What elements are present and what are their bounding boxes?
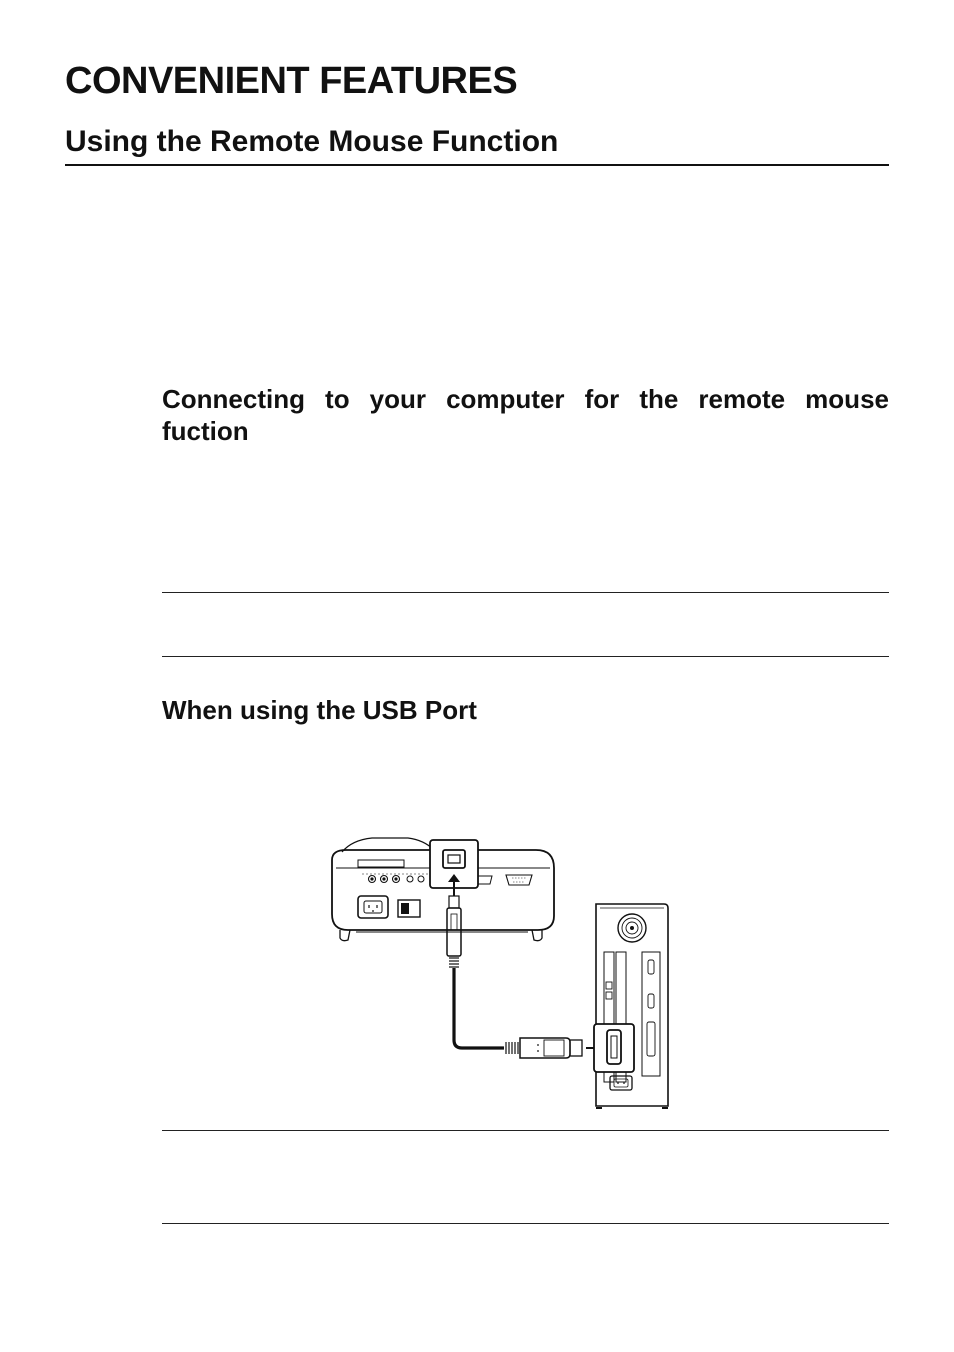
usb-cable-icon <box>447 896 582 1058</box>
usb-connection-illustration <box>328 834 672 1112</box>
computer-tower-icon <box>594 904 668 1108</box>
usb-heading: When using the USB Port <box>162 695 477 725</box>
section-divider <box>65 164 889 166</box>
section-title: Using the Remote Mouse Function <box>65 125 559 158</box>
note-divider-bottom-2 <box>162 1223 889 1224</box>
page-title: CONVENIENT FEATURES <box>65 60 518 102</box>
note-divider-bottom <box>162 656 889 657</box>
note-divider-top <box>162 592 889 593</box>
subsection-title: Connecting to your computer for the remote mouse fuction <box>162 384 889 446</box>
note-divider-top-2 <box>162 1130 889 1131</box>
